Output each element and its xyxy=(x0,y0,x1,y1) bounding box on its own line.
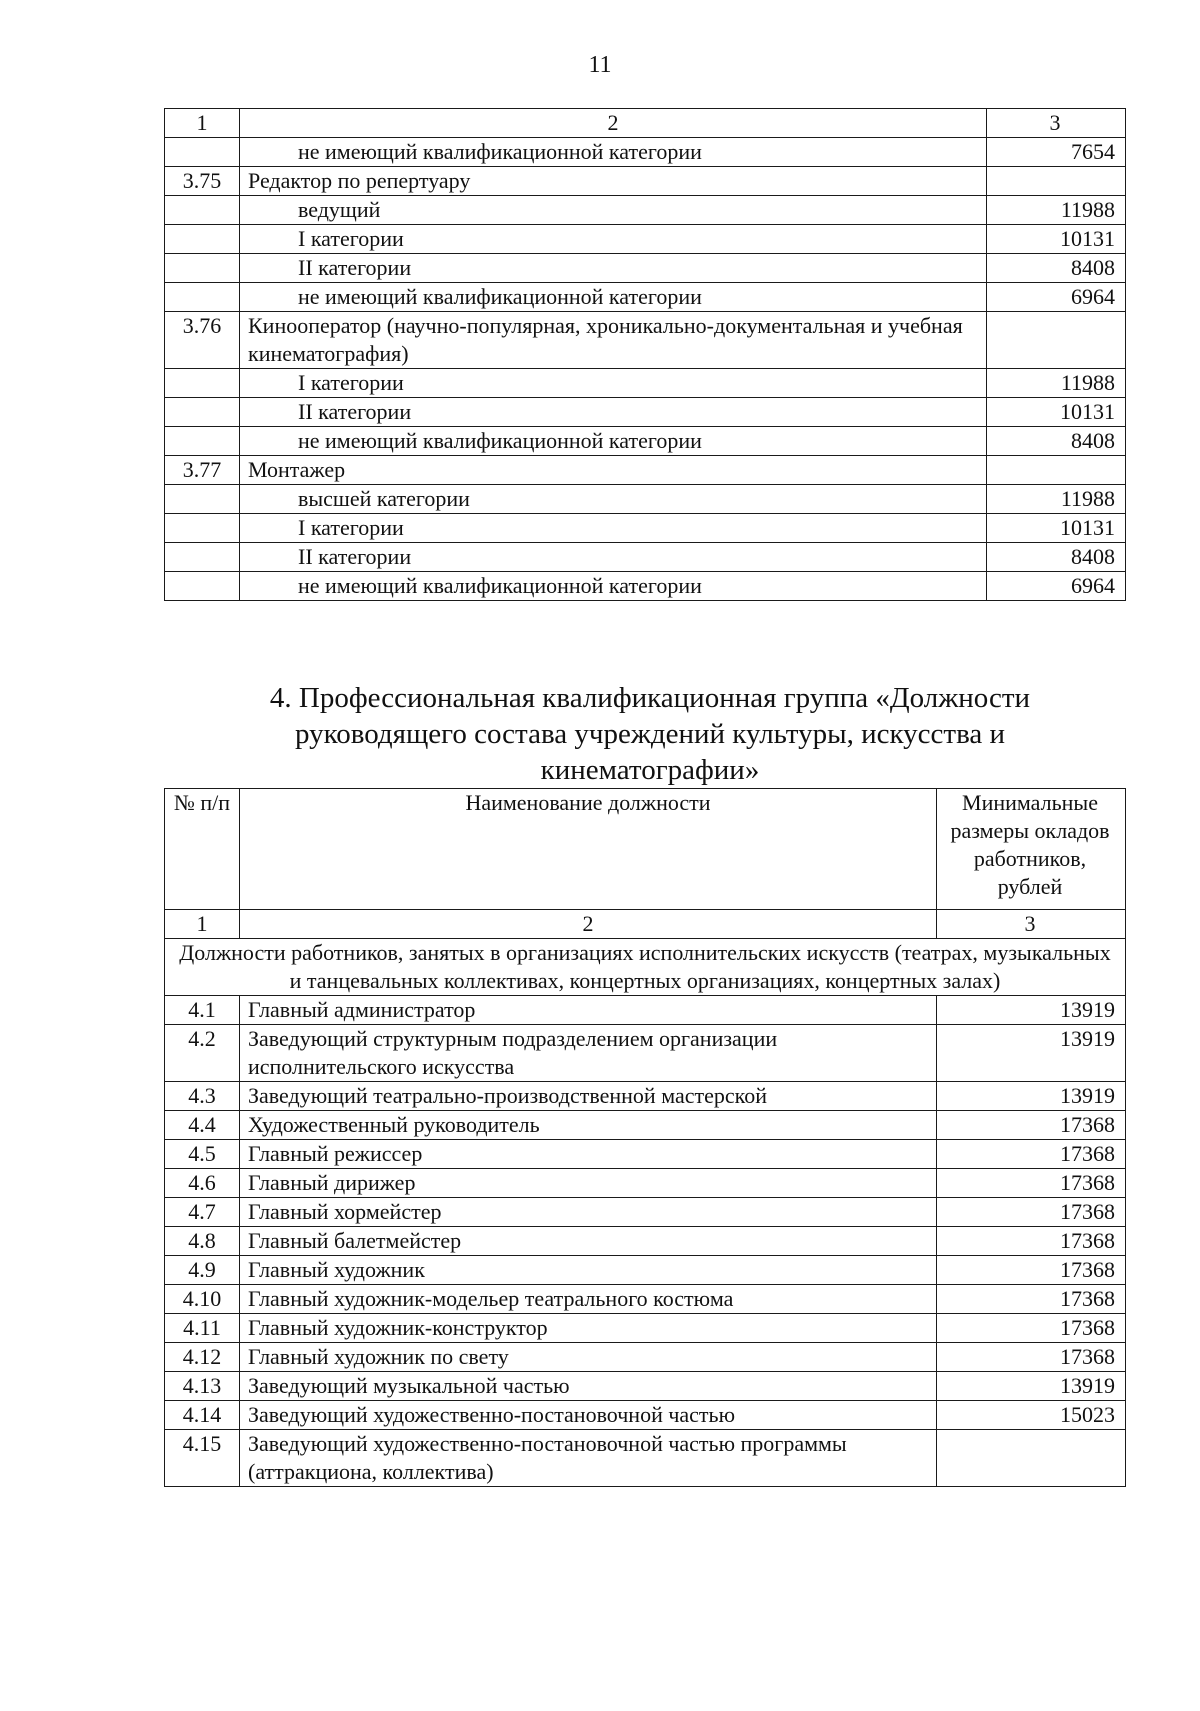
table-row xyxy=(165,1372,1126,1401)
table-row xyxy=(165,167,1126,196)
position-name: II категории xyxy=(240,543,987,572)
table-row xyxy=(165,1285,1126,1314)
position-name: Заведующий музыкальной частью xyxy=(240,1372,937,1401)
row-number xyxy=(165,254,240,283)
table-row xyxy=(165,1227,1126,1256)
position-name: Главный дирижер xyxy=(240,1169,937,1198)
position-name: не имеющий квалификационной категории xyxy=(240,283,987,312)
salary-value: 10131 xyxy=(987,514,1126,543)
position-name: Заведующий художественно-постановочной частью xyxy=(240,1401,937,1430)
table-row xyxy=(165,225,1126,254)
row-number: 4.5 xyxy=(165,1140,240,1169)
position-name: высшей категории xyxy=(240,485,987,514)
position-name: Главный хормейстер xyxy=(240,1198,937,1227)
table-row xyxy=(165,398,1126,427)
row-number: 4.13 xyxy=(165,1372,240,1401)
salary-value: 17368 xyxy=(937,1314,1126,1343)
leadership-salary-table xyxy=(164,788,1126,1487)
position-name: Главный художник-модельер театрального костюма xyxy=(240,1285,937,1314)
table-row xyxy=(165,427,1126,456)
position-name: Главный художник по свету xyxy=(240,1343,937,1372)
table-row xyxy=(165,1198,1126,1227)
top-salary-table xyxy=(164,108,1126,601)
table-row xyxy=(165,1343,1126,1372)
table-row xyxy=(165,996,1126,1025)
salary-value: 10131 xyxy=(987,398,1126,427)
table-header-row xyxy=(165,789,1126,910)
table-row xyxy=(165,456,1126,485)
table-row xyxy=(165,283,1126,312)
row-number: 4.14 xyxy=(165,1401,240,1430)
column-number: 1 xyxy=(165,910,240,939)
position-name: Монтажер xyxy=(240,456,987,485)
row-number: 4.1 xyxy=(165,996,240,1025)
table-row xyxy=(165,1082,1126,1111)
table-row xyxy=(165,514,1126,543)
position-name: II категории xyxy=(240,254,987,283)
column-number: 1 xyxy=(165,109,240,138)
salary-value: 6964 xyxy=(987,572,1126,601)
position-name-header: Наименование должности xyxy=(240,789,937,910)
row-number: 4.9 xyxy=(165,1256,240,1285)
salary-value: 17368 xyxy=(937,1198,1126,1227)
position-name: Главный режиссер xyxy=(240,1140,937,1169)
position-name: ведущий xyxy=(240,196,987,225)
position-name: не имеющий квалификационной категории xyxy=(240,572,987,601)
row-number xyxy=(165,369,240,398)
position-name: I категории xyxy=(240,514,987,543)
row-number: 4.11 xyxy=(165,1314,240,1343)
salary-value: 13919 xyxy=(937,1372,1126,1401)
table-row xyxy=(165,138,1126,167)
salary-value: 13919 xyxy=(937,996,1126,1025)
salary-value: 8408 xyxy=(987,543,1126,572)
salary-value: 17368 xyxy=(937,1256,1126,1285)
table-row xyxy=(165,196,1126,225)
row-number xyxy=(165,427,240,456)
table-row xyxy=(165,1401,1126,1430)
column-number: 2 xyxy=(240,910,937,939)
position-name: Заведующий структурным подразделением организации исполнительского искусства xyxy=(240,1025,937,1082)
table-row xyxy=(165,369,1126,398)
salary-value: 13919 xyxy=(937,1025,1126,1082)
page-number: 11 xyxy=(588,52,612,78)
table-row xyxy=(165,1314,1126,1343)
position-name: не имеющий квалификационной категории xyxy=(240,138,987,167)
position-name: I категории xyxy=(240,369,987,398)
salary-value: 15023 xyxy=(937,1401,1126,1430)
table-row xyxy=(165,1111,1126,1140)
row-number: 4.15 xyxy=(165,1430,240,1487)
row-number xyxy=(165,283,240,312)
table-row xyxy=(165,1025,1126,1082)
table-row xyxy=(165,1256,1126,1285)
group-title-row xyxy=(165,939,1126,996)
row-number: 4.10 xyxy=(165,1285,240,1314)
table-row xyxy=(165,572,1126,601)
row-number xyxy=(165,572,240,601)
salary-value: 11988 xyxy=(987,485,1126,514)
table-row xyxy=(165,1169,1126,1198)
position-name: I категории xyxy=(240,225,987,254)
salary-value: 17368 xyxy=(937,1111,1126,1140)
salary-value xyxy=(987,167,1126,196)
group-title: Должности работников, занятых в организациях исполнительских искусств (театрах, музыкальных и танцевальных коллективах, концертных организациях, концертных залах) xyxy=(165,939,1126,996)
row-number: 4.6 xyxy=(165,1169,240,1198)
row-number: 3.76 xyxy=(165,312,240,369)
salary-value: 7654 xyxy=(987,138,1126,167)
salary-value: 13919 xyxy=(937,1082,1126,1111)
table-row xyxy=(165,254,1126,283)
row-number: 3.75 xyxy=(165,167,240,196)
position-name: Художественный руководитель xyxy=(240,1111,937,1140)
salary-value: 8408 xyxy=(987,254,1126,283)
salary-value: 17368 xyxy=(937,1169,1126,1198)
row-number xyxy=(165,514,240,543)
table-row xyxy=(165,312,1126,369)
number-header: № п/п xyxy=(165,789,240,910)
table-row xyxy=(165,1430,1126,1487)
position-name: Главный балетмейстер xyxy=(240,1227,937,1256)
row-number xyxy=(165,196,240,225)
salary-header: Минимальные размеры окладов работников, рублей xyxy=(937,789,1126,910)
position-name: Заведующий художественно-постановочной частью программы (аттракциона, коллектива) xyxy=(240,1430,937,1487)
salary-value xyxy=(987,456,1126,485)
salary-value: 17368 xyxy=(937,1285,1126,1314)
salary-value: 6964 xyxy=(987,283,1126,312)
column-number: 3 xyxy=(937,910,1126,939)
salary-value: 8408 xyxy=(987,427,1126,456)
row-number xyxy=(165,225,240,254)
position-name: Заведующий театрально-производственной мастерской xyxy=(240,1082,937,1111)
salary-value: 17368 xyxy=(937,1140,1126,1169)
salary-value: 11988 xyxy=(987,369,1126,398)
row-number xyxy=(165,485,240,514)
column-number-row xyxy=(165,109,1126,138)
salary-value: 17368 xyxy=(937,1227,1126,1256)
position-name: Кинооператор (научно-популярная, хроникально-документальная и учебная кинематография) xyxy=(240,312,987,369)
column-number: 2 xyxy=(240,109,987,138)
table-row xyxy=(165,543,1126,572)
row-number xyxy=(165,138,240,167)
row-number: 4.4 xyxy=(165,1111,240,1140)
position-name: Редактор по репертуару xyxy=(240,167,987,196)
row-number: 3.77 xyxy=(165,456,240,485)
row-number: 4.7 xyxy=(165,1198,240,1227)
salary-value: 11988 xyxy=(987,196,1126,225)
row-number: 4.3 xyxy=(165,1082,240,1111)
position-name: Главный художник-конструктор xyxy=(240,1314,937,1343)
salary-value: 17368 xyxy=(937,1343,1126,1372)
salary-value xyxy=(987,312,1126,369)
row-number: 4.8 xyxy=(165,1227,240,1256)
position-name: не имеющий квалификационной категории xyxy=(240,427,987,456)
table-row xyxy=(165,485,1126,514)
column-number: 3 xyxy=(987,109,1126,138)
row-number: 4.12 xyxy=(165,1343,240,1372)
position-name: Главный администратор xyxy=(240,996,937,1025)
position-name: Главный художник xyxy=(240,1256,937,1285)
column-number-row xyxy=(165,910,1126,939)
row-number: 4.2 xyxy=(165,1025,240,1082)
salary-value xyxy=(937,1430,1126,1487)
position-name: II категории xyxy=(240,398,987,427)
row-number xyxy=(165,398,240,427)
row-number xyxy=(165,543,240,572)
section-heading: 4. Профессиональная квалификационная группа «Должности руководящего состава учреждений культуры, искусства и кинематографии» xyxy=(269,682,1031,786)
table-row xyxy=(165,1140,1126,1169)
salary-value: 10131 xyxy=(987,225,1126,254)
